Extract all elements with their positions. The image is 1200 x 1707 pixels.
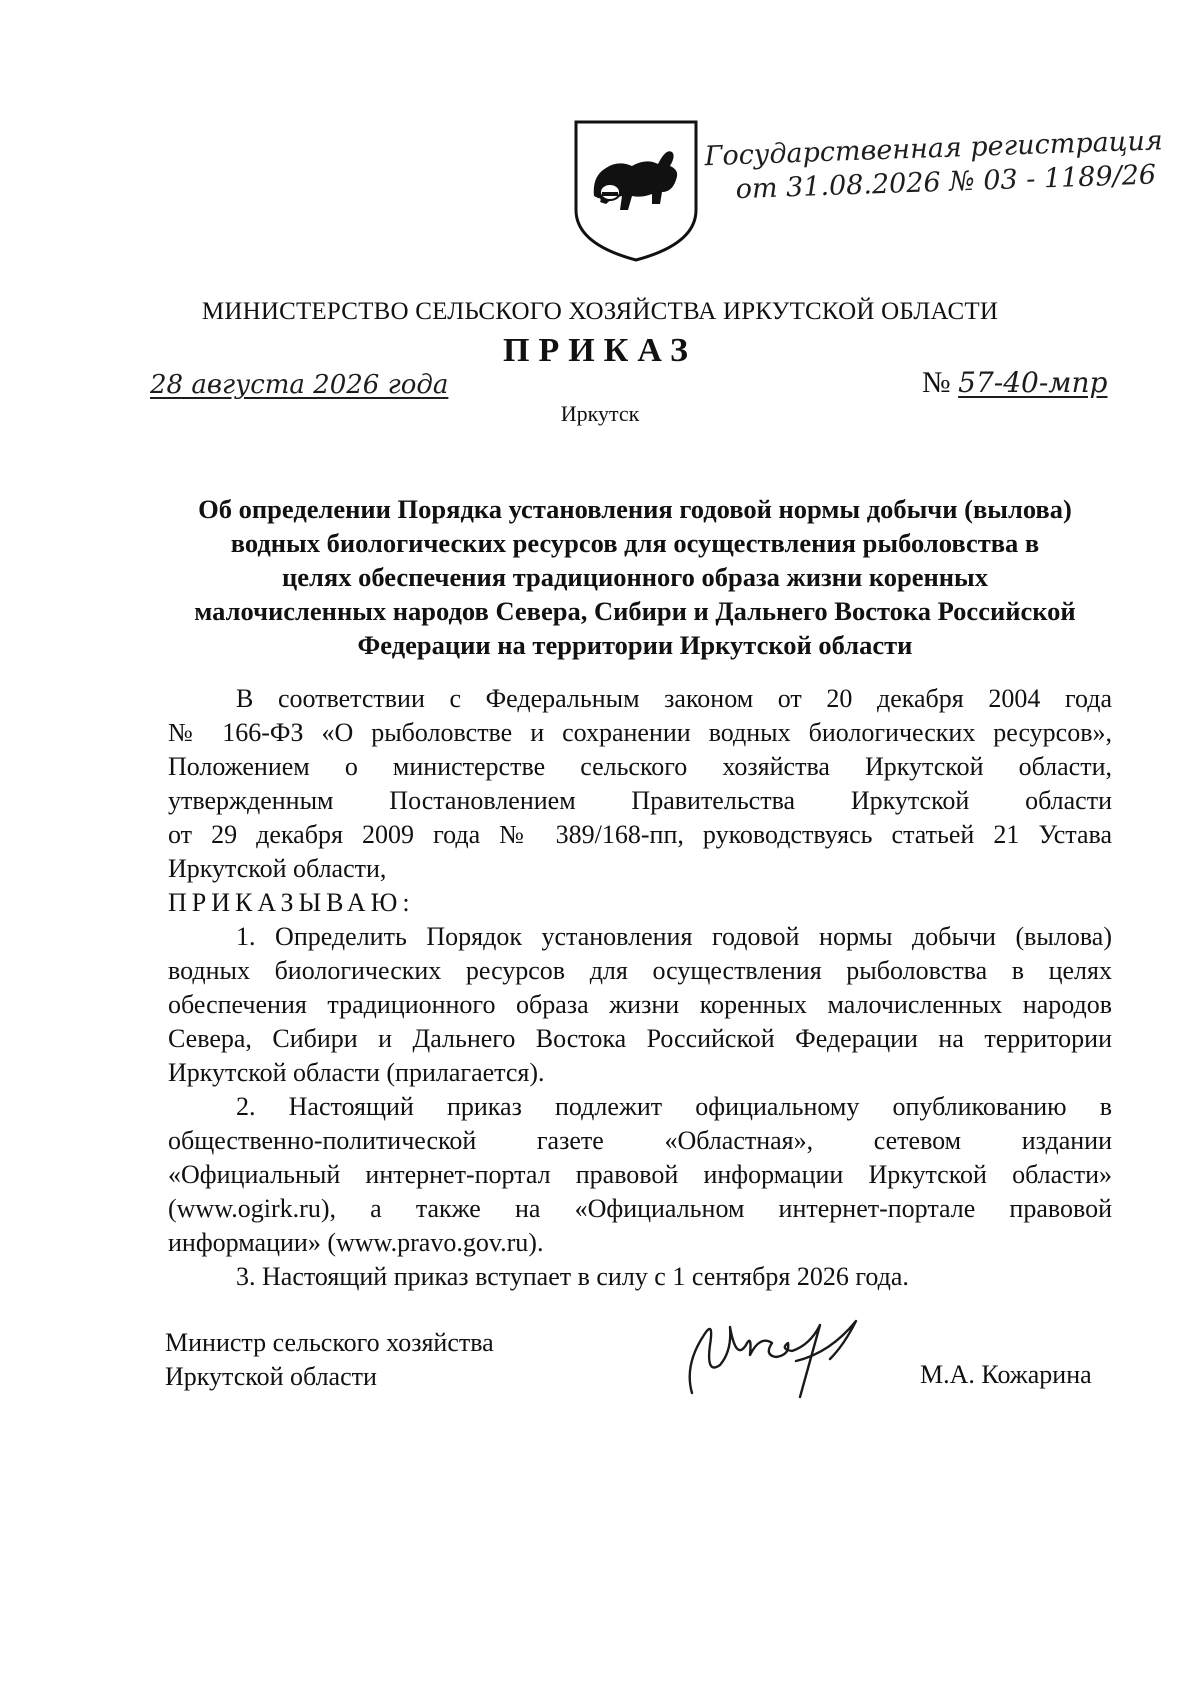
title-line: Об определении Порядка установления годовой нормы добычи (вылова) (198, 494, 1072, 524)
order-number-prefix: № (922, 366, 951, 399)
signer-position-line1: Министр сельского хозяйства (165, 1328, 494, 1357)
item1-line: обеспечения традиционного образа жизни коренных малочисленных народов (168, 990, 1112, 1019)
item1-line: Иркутской области (прилагается). (168, 1058, 545, 1087)
coat-of-arms-emblem (572, 118, 700, 264)
order-title (165, 492, 1105, 662)
order-number (922, 366, 1107, 400)
preamble-line: № 166-ФЗ «О рыболовстве и сохранении водных биологических ресурсов», (168, 718, 1112, 747)
order-word: ПРИКАЗЫВАЮ: (168, 888, 415, 917)
item3-line: 3. Настоящий приказ вступает в силу с 1 сентября 2026 года. (236, 1262, 909, 1291)
item1-line: Севера, Сибири и Дальнего Востока Российской Федерации на территории (168, 1024, 1112, 1053)
signer-name: М.А. Кожарина (920, 1360, 1092, 1389)
title-line: малочисленных народов Севера, Сибири и Дальнего Востока Российской (194, 596, 1076, 626)
title-line: целях обеспечения традиционного образа жизни коренных (282, 562, 988, 592)
order-number-value: 57-40-мпр (958, 366, 1108, 399)
title-line: водных биологических ресурсов для осуществления рыболовства в (230, 528, 1040, 558)
title-line: Федерации на территории Иркутской области (357, 630, 913, 660)
city: Иркутск (560, 401, 640, 426)
registration-note-line2: от 31.08.2026 № 03 - 1189/26 (735, 159, 1157, 206)
preamble-line: утвержденным Постановлением Правительства Иркутской области (168, 786, 1112, 815)
item2-line: общественно-политической газете «Областная», сетевом издании (168, 1126, 1112, 1155)
handwritten-signature (680, 1305, 890, 1405)
registration-stamp-note (704, 124, 1176, 208)
item2-line: информации» (www.pravo.gov.ru). (168, 1228, 544, 1257)
preamble-line: от 29 декабря 2009 года № 389/168-пп, руководствуясь статьей 21 Устава (168, 820, 1112, 849)
preamble-line: Положением о министерстве сельского хозяйства Иркутской области, (168, 752, 1112, 781)
item1-line: водных биологических ресурсов для осуществления рыболовства в целях (168, 956, 1112, 985)
item2-line: (www.ogirk.ru), а также на «Официальном интернет-портале правовой (168, 1194, 1112, 1223)
preamble-line: В соответствии с Федеральным законом от 20 декабря 2004 года (236, 684, 1112, 713)
signer-position-line2: Иркутской области (165, 1362, 377, 1391)
registration-note-line1: Государственная регистрация (703, 125, 1164, 173)
item2-line: «Официальный интернет-портал правовой информации Иркутской области» (168, 1160, 1112, 1189)
item1-line: 1. Определить Порядок установления годовой нормы добычи (вылова) (236, 922, 1112, 951)
ministry-name: МИНИСТЕРСТВО СЕЛЬСКОГО ХОЗЯЙСТВА ИРКУТСКОЙ ОБЛАСТИ (201, 298, 999, 325)
item2-line: 2. Настоящий приказ подлежит официальному опубликованию в (236, 1092, 1112, 1121)
preamble-line: Иркутской области, (168, 854, 387, 883)
signer-position (165, 1326, 494, 1394)
order-body (168, 682, 1112, 1294)
document-type: ПРИКАЗ (503, 332, 697, 369)
order-date: 28 августа 2026 года (150, 370, 449, 400)
